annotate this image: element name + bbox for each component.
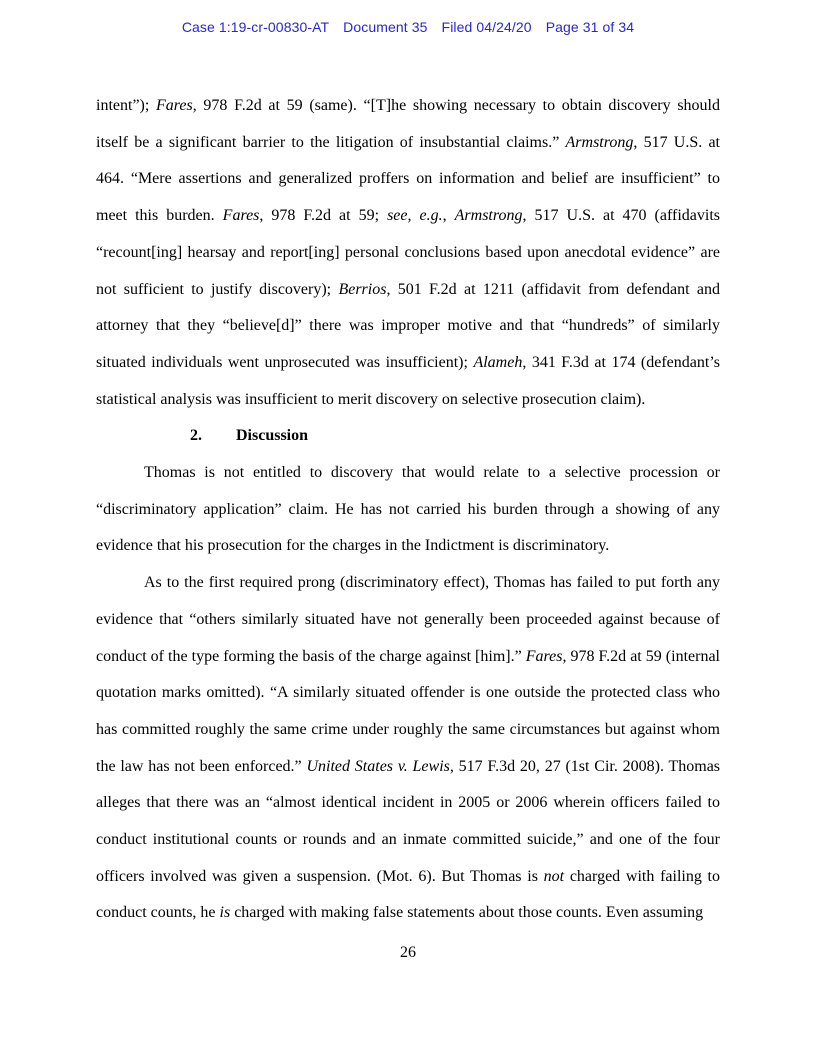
section-heading: [96, 418, 720, 455]
page-of-label: Page 31 of 34: [545, 19, 635, 35]
case-stamp-header: [0, 19, 816, 35]
filed-date: Filed 04/24/20: [441, 19, 532, 35]
paragraph: intent”); Fares, 978 F.2d at 59 (same). “[T]he showing necessary to obtain discovery should itself be a significant barrier to the litigation of insubstantial claims.” Armstrong, 517 U.S. at 464. “Mere assertions and generalized proffers on information and belief are insufficient” to meet this burden. Fares, 978 F.2d at 59; see, e.g., Armstrong, 517 U.S. at 470 (affidavits “recount[ing] hearsay and report[ing] personal conclusions based upon anecdotal evidence” are not sufficient to justify discovery); Berrios, 501 F.2d at 1211 (affidavit from defendant and attorney that they “believe[d]” there was improper motive and that “hundreds” of similarly situated individuals went unprosecuted was insufficient); Alameh, 341 F.3d at 174 (defendant’s statistical analysis was insufficient to merit discovery on selective prosecution claim).: [96, 97, 721, 408]
document-number: Document 35: [343, 19, 428, 35]
section-title: Discussion: [236, 427, 309, 445]
paragraph: As to the first required prong (discriminatory effect), Thomas has failed to put forth any evidence that “others similarly situated have not generally been proceeded against because of conduct of the type forming the basis of the charge against [him].” Fares, 978 F.2d at 59 (internal quotation marks omitted). “A similarly situated offender is one outside the protected class who has committed roughly the same crime under roughly the same circumstances but against whom the law has not been enforced.” United States v. Lewis, 517 F.3d 20, 27 (1st Cir. 2008). Thomas alleges that there was an “almost identical incident in 2005 or 2006 wherein officers failed to conduct institutional counts or rounds and an inmate committed suicide,” and one of the four officers involved was given a suspension. (Mot. 6). But Thomas is not charged with failing to conduct counts, he is charged with making false statements about those counts. Even assuming: [96, 574, 721, 922]
section-number: 2.: [190, 427, 202, 445]
case-number: Case 1:19-cr-00830-AT: [181, 19, 330, 35]
paragraph: Thomas is not entitled to discovery that would relate to a selective procession or “discriminatory application” claim. He has not carried his burden through a showing of any evidence that his prosecution for the charges in the Indictment is discriminatory.: [96, 464, 720, 555]
page-number: 26: [400, 944, 416, 961]
document-body: [96, 88, 720, 932]
